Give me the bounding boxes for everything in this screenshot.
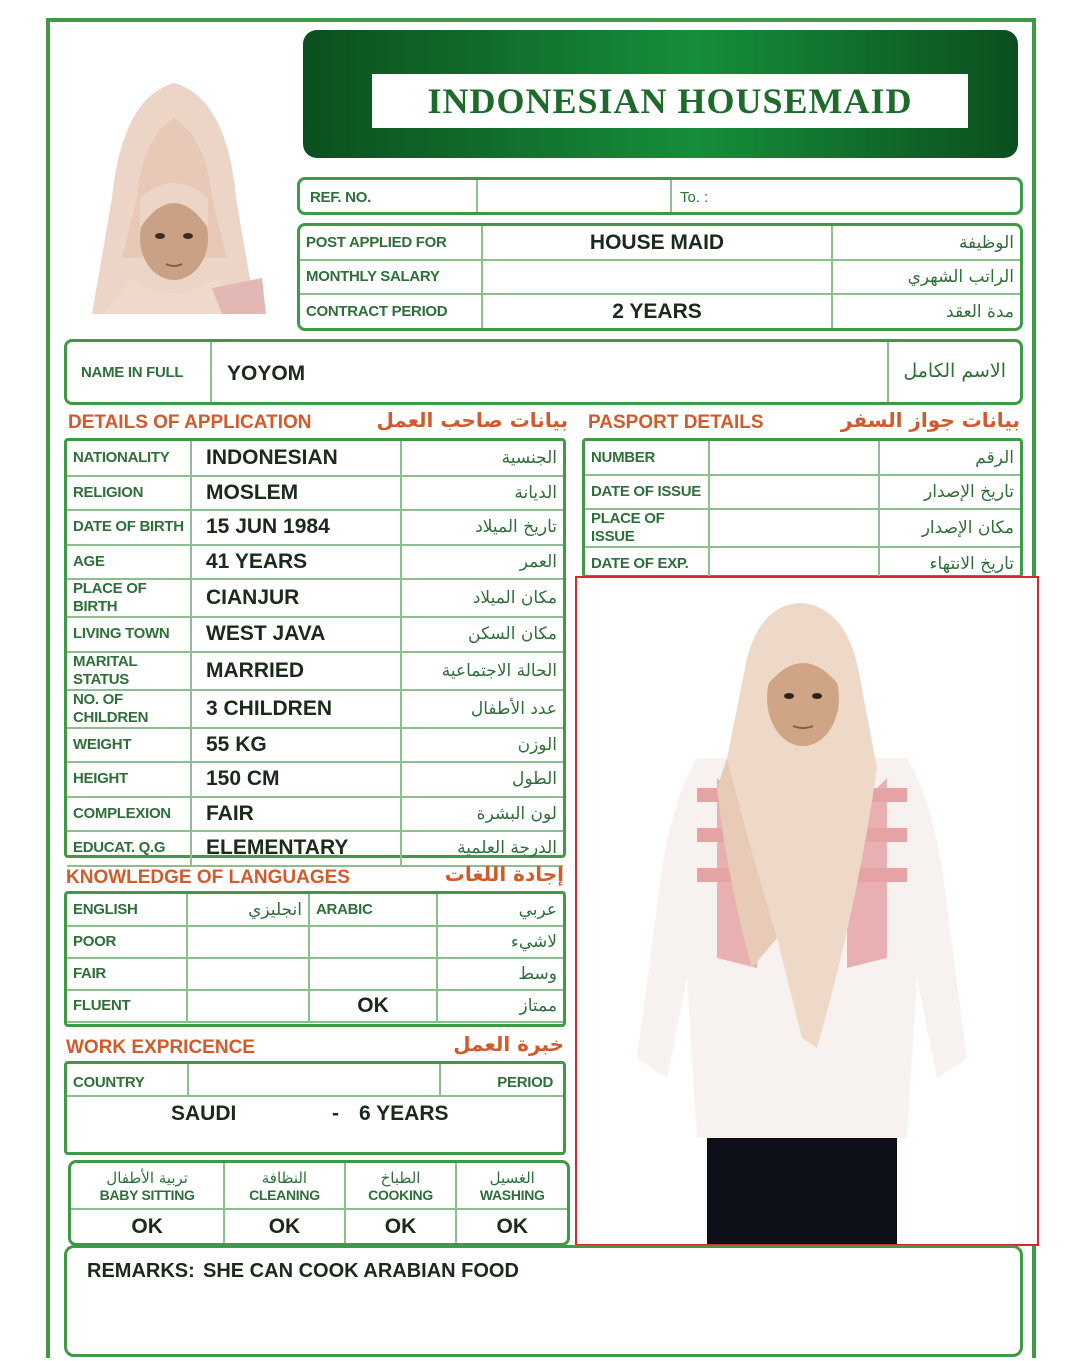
- application-value: ELEMENTARY: [206, 836, 349, 860]
- application-row: [67, 545, 563, 580]
- name-ar: الاسم الكامل: [903, 360, 1006, 382]
- job-ar: مدة العقد: [946, 301, 1014, 322]
- skill-value: OK: [384, 1214, 417, 1238]
- arabic-col-ar: عربي: [518, 899, 557, 920]
- application-label: NO. OF CHILDREN: [73, 690, 149, 726]
- passport-heading: PASPORT DETAILS: [588, 412, 764, 433]
- application-ar: مكان الميلاد: [472, 588, 557, 608]
- application-row: [67, 510, 563, 545]
- remarks-label: REMARKS:: [87, 1260, 195, 1282]
- application-row: [67, 831, 563, 866]
- languages-heading: KNOWLEDGE OF LANGUAGES: [66, 867, 350, 888]
- ref-label: REF. NO.: [310, 189, 371, 206]
- application-label: EDUCAT. Q.G: [73, 839, 166, 857]
- ref-row: [297, 177, 1023, 215]
- to-divider: [670, 180, 672, 212]
- job-label: POST APPLIED FOR: [306, 233, 447, 251]
- application-row: [67, 617, 563, 652]
- skill-label: BABY SITTING: [99, 1186, 195, 1203]
- arabic-level-value: OK: [357, 994, 389, 1017]
- name-value: YOYOM: [227, 362, 306, 385]
- skill-value: OK: [268, 1214, 301, 1238]
- skill-value: OK: [496, 1214, 528, 1238]
- english-col-label: ENGLISH: [73, 900, 138, 918]
- job-table: [300, 226, 1020, 328]
- passport-row: [585, 441, 1020, 475]
- language-row: [67, 990, 563, 1022]
- application-value: MOSLEM: [206, 480, 299, 504]
- name-divider-right: [887, 342, 889, 402]
- passport-ar: الرقم: [975, 447, 1014, 468]
- application-value: CIANJUR: [206, 586, 300, 609]
- skill-ar: تربية الأطفال: [106, 1168, 188, 1187]
- language-row: [67, 958, 563, 990]
- portrait-photo: [82, 78, 266, 314]
- passport-label: DATE OF ISSUE: [591, 483, 701, 500]
- country-col-label: COUNTRY: [73, 1074, 145, 1091]
- application-label: COMPLEXION: [73, 804, 171, 822]
- work-header-line: [67, 1095, 563, 1097]
- skill-value: OK: [131, 1214, 163, 1238]
- work-divider-1: [187, 1064, 189, 1096]
- application-value: MARRIED: [206, 658, 304, 682]
- to-label: To. :: [680, 189, 709, 206]
- application-ar: الوزن: [517, 734, 557, 755]
- application-value: WEST JAVA: [206, 622, 326, 646]
- application-ar: لون البشرة: [476, 803, 557, 824]
- passport-ar: مكان الإصدار: [921, 518, 1014, 538]
- work-period: 6 YEARS: [359, 1102, 449, 1125]
- application-row: [67, 476, 563, 511]
- application-label: PLACE OF BIRTH: [73, 580, 147, 615]
- application-row: [67, 728, 563, 763]
- application-row: [67, 690, 563, 728]
- remarks-value: SHE CAN COOK ARABIAN FOOD: [203, 1260, 519, 1282]
- application-label: NATIONALITY: [73, 448, 170, 466]
- application-value: 150 CM: [206, 767, 280, 791]
- ref-divider: [476, 180, 478, 212]
- application-label: DATE OF BIRTH: [73, 518, 184, 536]
- application-label: LIVING TOWN: [73, 625, 170, 643]
- application-row: [67, 441, 563, 476]
- language-level-ar: وسط: [518, 964, 557, 984]
- skills-box: [68, 1160, 570, 1246]
- languages-table: [67, 894, 563, 1023]
- work-divider-2: [439, 1064, 441, 1096]
- skills-label-row: [71, 1163, 567, 1209]
- period-col-label: PERIOD: [497, 1074, 553, 1091]
- remarks-box: [64, 1245, 1023, 1357]
- application-ar: الديانة: [514, 482, 557, 503]
- passport-heading-ar: بيانات جواز السفر: [840, 408, 1020, 432]
- application-heading-ar: بيانات صاحب العمل: [376, 408, 568, 432]
- work-heading-ar: خبرة العمل: [453, 1032, 564, 1056]
- application-ar: الحالة الاجتماعية: [441, 660, 557, 681]
- languages-heading-ar: إجادة اللغات: [444, 862, 564, 886]
- skills-table: [71, 1163, 567, 1243]
- application-heading: DETAILS OF APPLICATION: [68, 412, 312, 433]
- work-heading: WORK EXPRICENCE: [66, 1037, 255, 1058]
- skill-label: COOKING: [368, 1186, 433, 1203]
- application-ar: عدد الأطفال: [470, 698, 557, 719]
- job-value: HOUSE MAID: [589, 230, 725, 254]
- application-label: AGE: [73, 552, 105, 570]
- application-table: [67, 441, 563, 867]
- language-level-ar: ممتاز: [519, 996, 557, 1016]
- full-body-photo: [575, 576, 1039, 1246]
- language-level: FAIR: [73, 965, 106, 982]
- passport-row: [585, 475, 1020, 509]
- job-ar: الوظيفة: [958, 232, 1014, 253]
- skill-ar: النظافة: [261, 1168, 308, 1187]
- job-box: [297, 223, 1023, 331]
- skill-label: WASHING: [479, 1186, 545, 1203]
- passport-ar: تاريخ الانتهاء: [929, 554, 1014, 574]
- application-label: WEIGHT: [73, 735, 132, 753]
- job-row: [300, 294, 1020, 328]
- application-label: HEIGHT: [73, 770, 128, 788]
- application-row: [67, 579, 563, 617]
- passport-row: [585, 509, 1020, 547]
- application-box: [64, 438, 566, 858]
- job-label: CONTRACT PERIOD: [306, 302, 448, 320]
- application-ar: الجنسية: [501, 447, 557, 468]
- application-ar: تاريخ الميلاد: [475, 517, 557, 538]
- application-ar: الطول: [512, 769, 557, 790]
- language-level: FLUENT: [73, 997, 131, 1014]
- application-ar: العمر: [519, 551, 557, 572]
- name-divider-left: [210, 342, 212, 402]
- application-value: FAIR: [206, 801, 254, 825]
- passport-table: [585, 441, 1020, 582]
- name-label: NAME IN FULL: [81, 364, 184, 381]
- application-value: 3 CHILDREN: [206, 696, 333, 720]
- job-label: MONTHLY SALARY: [306, 268, 440, 285]
- application-row: [67, 762, 563, 797]
- passport-box: [582, 438, 1023, 578]
- job-row: [300, 260, 1020, 294]
- job-row: [300, 226, 1020, 260]
- job-value: 2 YEARS: [612, 299, 702, 323]
- passport-label: NUMBER: [591, 448, 656, 466]
- english-col-ar: انجليزي: [248, 899, 302, 920]
- language-row: [67, 926, 563, 958]
- application-value: 15 JUN 1984: [206, 515, 330, 539]
- skill-ar: الطباخ: [380, 1168, 421, 1187]
- work-dash: -: [332, 1102, 339, 1125]
- skills-value-row: [71, 1209, 567, 1243]
- languages-box: [64, 891, 566, 1027]
- application-value: 41 YEARS: [206, 549, 308, 573]
- application-label: MARITAL STATUS: [73, 652, 138, 688]
- work-box: [64, 1061, 566, 1155]
- passport-label: DATE OF EXP.: [591, 555, 689, 572]
- skill-ar: الغسيل: [489, 1168, 535, 1187]
- language-level: POOR: [73, 933, 116, 950]
- language-level-ar: لاشيء: [510, 932, 557, 952]
- application-row: [67, 652, 563, 690]
- passport-ar: تاريخ الإصدار: [924, 482, 1014, 502]
- application-label: RELIGION: [73, 483, 144, 501]
- name-box: [64, 339, 1023, 405]
- job-ar: الراتب الشهري: [907, 267, 1014, 287]
- languages-header-row: [67, 894, 563, 926]
- application-row: [67, 797, 563, 832]
- arabic-col-label: ARABIC: [316, 900, 373, 918]
- passport-label: PLACE OF ISSUE: [591, 510, 665, 545]
- skill-label: CLEANING: [249, 1186, 320, 1203]
- work-country: SAUDI: [171, 1102, 237, 1125]
- application-value: 55 KG: [206, 732, 267, 756]
- application-ar: الدرجة العلمية: [457, 838, 557, 859]
- page-title: INDONESIAN HOUSEMAID: [427, 81, 913, 121]
- application-ar: مكان السكن: [468, 624, 557, 645]
- application-value: INDONESIAN: [206, 445, 338, 469]
